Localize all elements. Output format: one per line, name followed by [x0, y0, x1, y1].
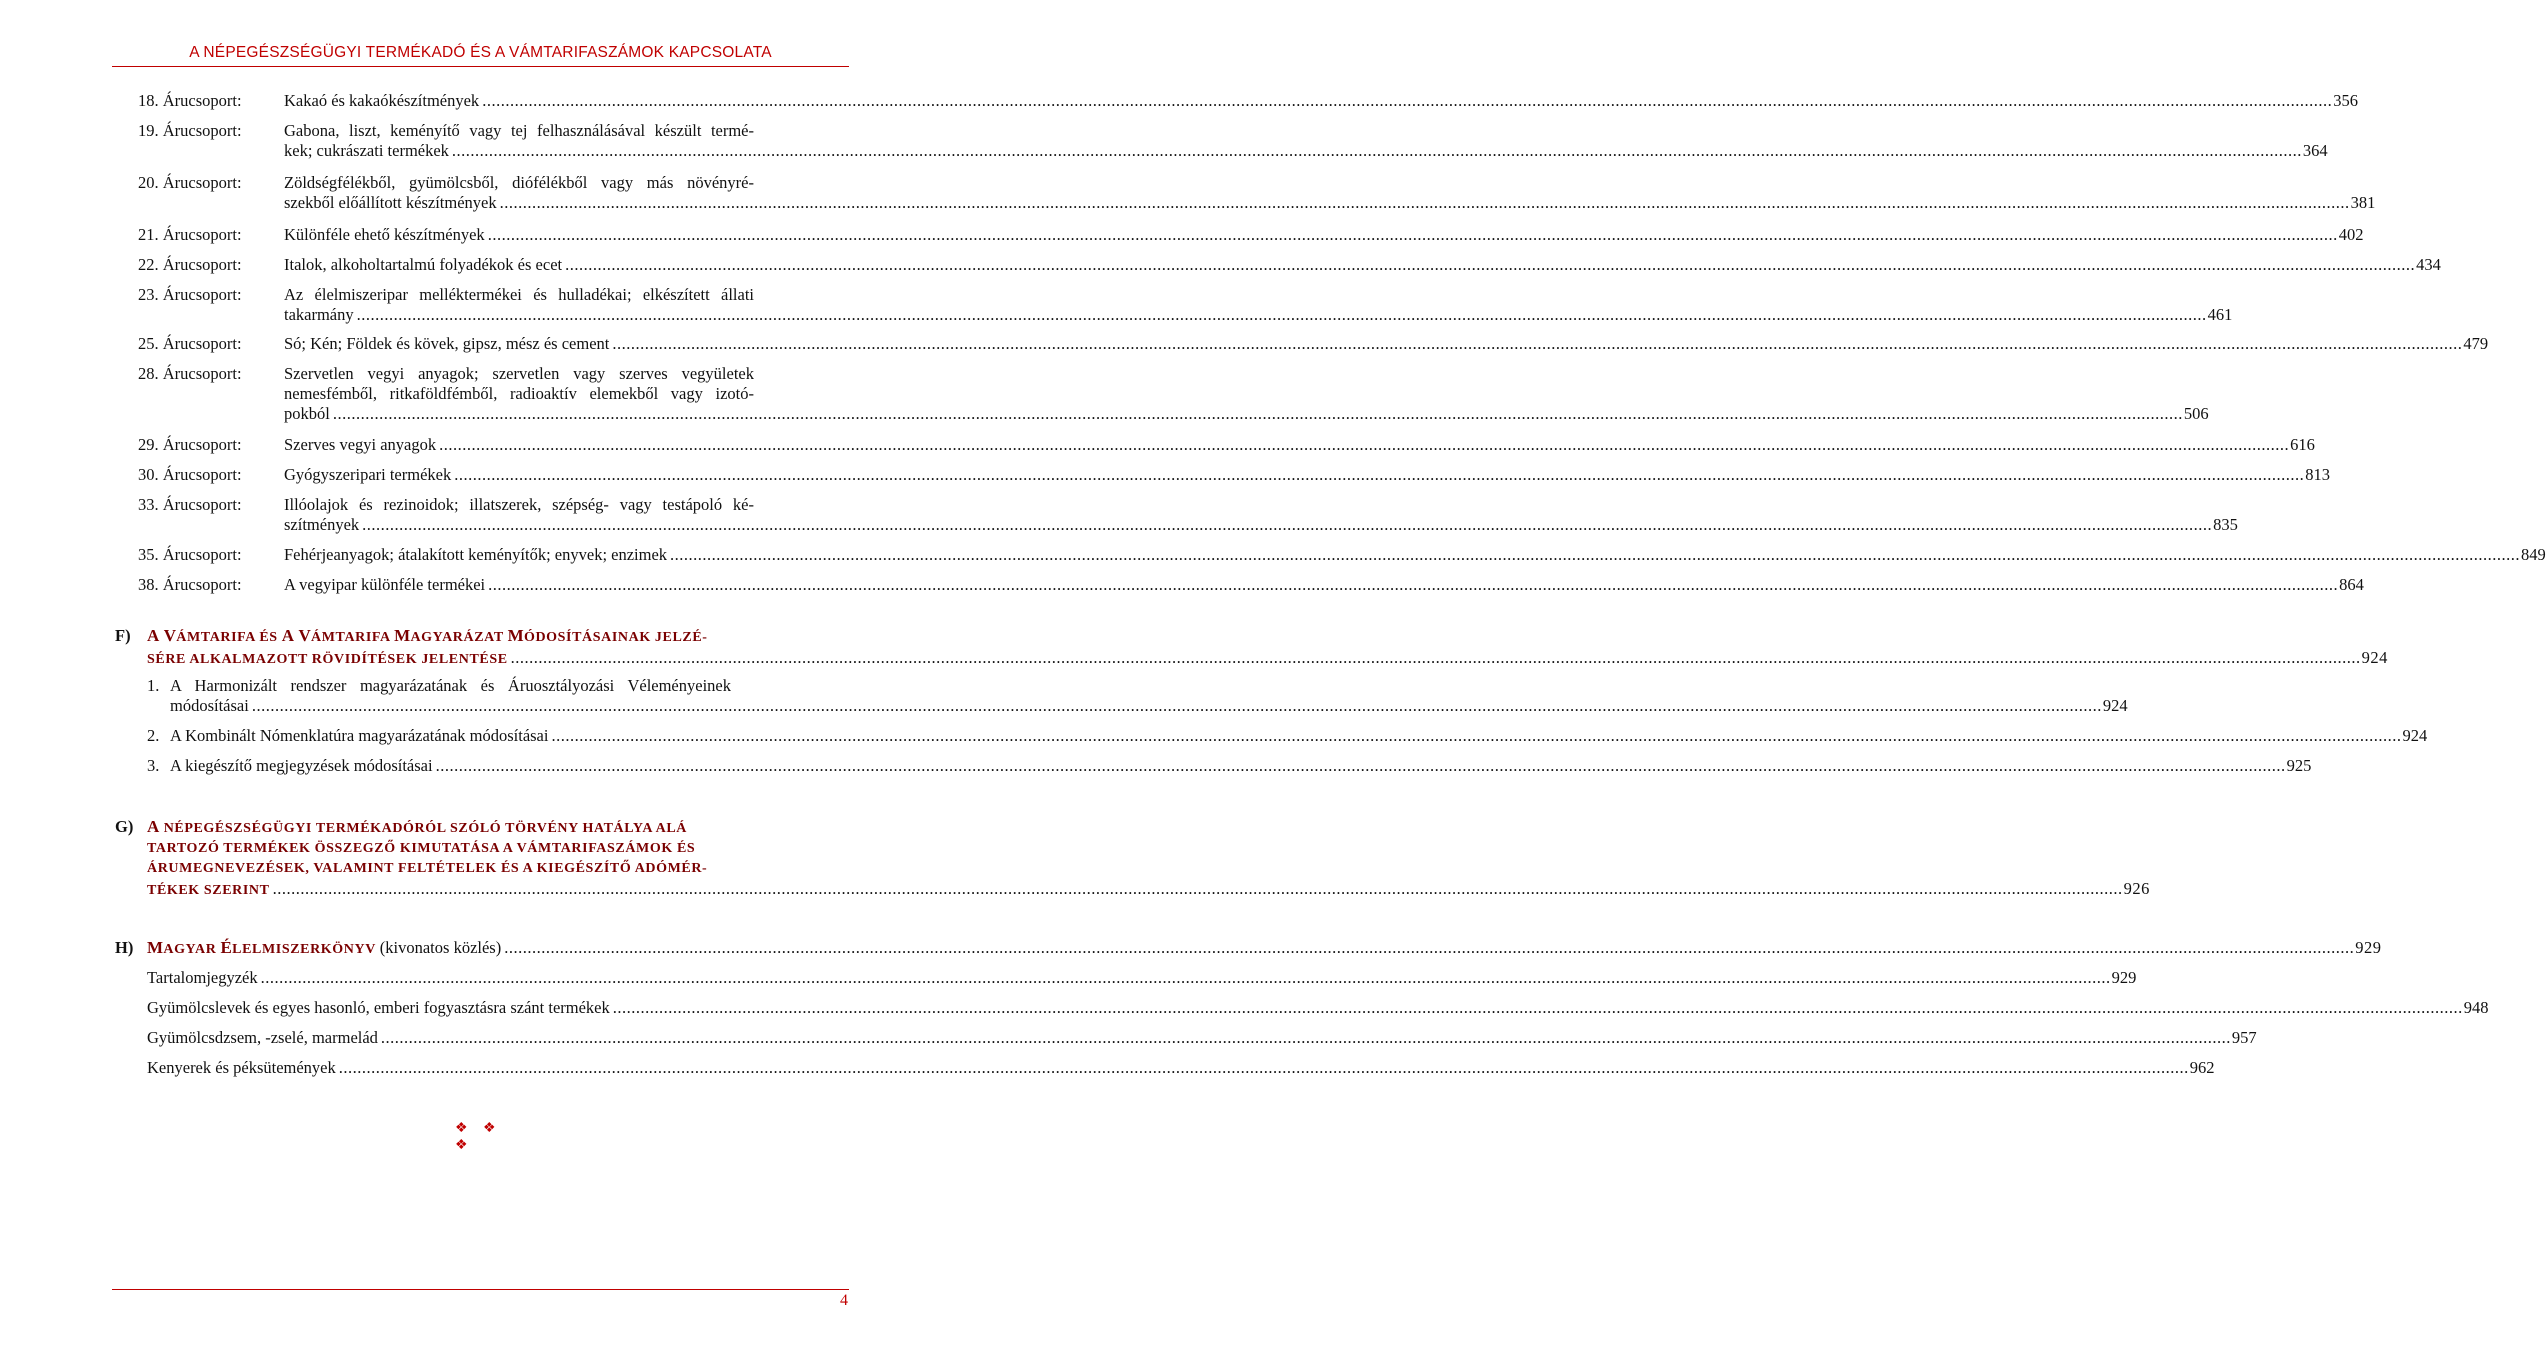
entry-page-number: 813	[2305, 465, 2330, 484]
entry-page-number: 957	[2231, 1028, 2257, 1047]
entry-leader-line[interactable]	[284, 515, 2238, 535]
section-title[interactable]	[147, 626, 2388, 670]
entry-page-number: 948	[2463, 998, 2489, 1017]
entry-group-number: 23. Árucsoport:	[138, 285, 242, 304]
entry-leader-line[interactable]	[284, 435, 2315, 455]
dot-leader: ................................................................................................................................................................................................................................................................................................................................................................................................................	[612, 998, 2463, 1017]
entry-label: Különféle ehető készítmények	[284, 225, 485, 244]
subentry-leader-line[interactable]	[170, 696, 2128, 716]
entry-group-number: 25. Árucsoport:	[138, 334, 242, 353]
dot-leader: ................................................................................................................................................................................................................................................................................................................................................................................................................	[565, 255, 2416, 274]
entry-label: módosításai	[170, 696, 249, 715]
entry-label: SÉRE ALKALMAZOTT RÖVIDÍTÉSEK JELENTÉSE	[147, 652, 508, 667]
entry-page-number: 962	[2189, 1058, 2215, 1077]
entry-leader-line[interactable]	[284, 305, 2233, 325]
subentry-leader-line[interactable]	[147, 1058, 2215, 1078]
entry-label: szekből előállított készítmények	[284, 193, 497, 212]
entry-text-line: Gabona, liszt, keményítő vagy tej felhasználásával készült termé-	[284, 121, 754, 140]
entry-label: Só; Kén; Földek és kövek, gipsz, mész és cement	[284, 334, 610, 353]
entry-label: A Kombinált Nómenklatúra magyarázatának módosításai	[170, 726, 549, 745]
section-title-line: ÁRUMEGNEVEZÉSEK, VALAMINT FELTÉTELEK ÉS A KIEGÉSZÍTŐ ADÓMÉR-	[147, 861, 708, 876]
dot-leader: ................................................................................................................................................................................................................................................................................................................................................................................................................	[488, 575, 2339, 594]
toc-subentry[interactable]	[147, 968, 2137, 988]
entry-page-number: 356	[2333, 91, 2358, 110]
entry-group-number: 29. Árucsoport:	[138, 435, 242, 454]
entry-group-number: 28. Árucsoport:	[138, 364, 242, 383]
entry-label: TÉKEK SZERINT	[147, 883, 270, 898]
footer-rule	[112, 1289, 849, 1290]
subentry-number: 2.	[147, 726, 160, 745]
entry-label: szítmények	[284, 515, 360, 534]
entry-label: Szerves vegyi anyagok	[284, 435, 437, 454]
entry-label	[147, 938, 501, 960]
toc-subentry[interactable]	[147, 1058, 2215, 1078]
dot-leader: ................................................................................................................................................................................................................................................................................................................................................................................................................	[510, 648, 2361, 667]
entry-leader-line[interactable]	[284, 404, 2209, 424]
entry-label: Tartalomjegyzék	[147, 968, 258, 987]
section-title-line: A VÁMTARIFA ÉS A VÁMTARIFA MAGYARÁZAT MÓDOSÍTÁSAINAK JELZÉ-	[147, 626, 708, 645]
dot-leader: ................................................................................................................................................................................................................................................................................................................................................................................................................	[251, 696, 2102, 715]
dot-leader: ................................................................................................................................................................................................................................................................................................................................................................................................................	[380, 1028, 2231, 1047]
dot-leader: ................................................................................................................................................................................................................................................................................................................................................................................................................	[451, 141, 2302, 160]
entry-page-number: 479	[2463, 334, 2489, 353]
dot-leader: ................................................................................................................................................................................................................................................................................................................................................................................................................	[551, 726, 2402, 745]
section-separator-ornament: ❖ ❖ ❖	[455, 1121, 502, 1153]
entry-group-number: 19. Árucsoport:	[138, 121, 242, 140]
entry-leader-line[interactable]	[284, 193, 2376, 213]
dot-leader: ................................................................................................................................................................................................................................................................................................................................................................................................................	[504, 938, 2355, 957]
dot-leader: ................................................................................................................................................................................................................................................................................................................................................................................................................	[272, 879, 2123, 898]
section-leader-line[interactable]	[147, 879, 2150, 901]
section-leader-line[interactable]	[147, 648, 2388, 670]
entry-page-number: 924	[2361, 648, 2388, 667]
section-letter: F)	[115, 626, 131, 645]
entry-page-number: 924	[2402, 726, 2428, 745]
section-title[interactable]	[147, 817, 2150, 901]
entry-text-line: Az élelmiszeripar melléktermékei és hulladékai; elkészített állati	[284, 285, 754, 304]
entry-page-number: 616	[2290, 435, 2315, 454]
entry-text-line: nemesfémből, ritkaföldfémből, radioaktív elemekből vagy izotó-	[284, 384, 754, 403]
section-letter: G)	[115, 817, 134, 836]
entry-page-number: 924	[2102, 696, 2128, 715]
subentry-number: 3.	[147, 756, 160, 775]
entry-page-number: 381	[2350, 193, 2376, 212]
entry-label: A vegyipar különféle termékei	[284, 575, 486, 594]
entry-page-number: 506	[2183, 404, 2209, 423]
entry-group-number: 38. Árucsoport:	[138, 575, 242, 594]
entry-page-number: 849	[2521, 545, 2546, 564]
entry-label: A kiegészítő megjegyzések módosításai	[170, 756, 433, 775]
entry-group-number: 21. Árucsoport:	[138, 225, 242, 244]
section-letter: H)	[115, 938, 134, 957]
entry-label: takarmány	[284, 305, 354, 324]
entry-text-line: Illóolajok és rezinoidok; illatszerek, szépség- vagy testápoló ké-	[284, 495, 754, 514]
entry-leader-line[interactable]	[284, 575, 2364, 595]
subentry-number: 1.	[147, 676, 160, 695]
entry-page-number: 929	[2355, 938, 2382, 957]
dot-leader: ................................................................................................................................................................................................................................................................................................................................................................................................................	[260, 968, 2111, 987]
section-subtitle: (kivonatos közlés)	[379, 938, 502, 957]
entry-group-number: 33. Árucsoport:	[138, 495, 242, 514]
entry-group-number: 35. Árucsoport:	[138, 545, 242, 564]
entry-page-number: 929	[2111, 968, 2137, 987]
entry-page-number: 925	[2286, 756, 2312, 775]
entry-group-number: 20. Árucsoport:	[138, 173, 242, 192]
entry-page-number: 434	[2416, 255, 2441, 274]
entry-page-number: 864	[2339, 575, 2364, 594]
entry-label: Fehérjeanyagok; átalakított keményítők; enyvek; enzimek	[284, 545, 668, 564]
subentry-leader-line[interactable]	[170, 756, 2312, 776]
dot-leader: ................................................................................................................................................................................................................................................................................................................................................................................................................	[332, 404, 2183, 423]
entry-leader-line[interactable]	[284, 141, 2328, 161]
dot-leader: ................................................................................................................................................................................................................................................................................................................................................................................................................	[499, 193, 2350, 212]
dot-leader: ................................................................................................................................................................................................................................................................................................................................................................................................................	[439, 435, 2290, 454]
section-title-text: MAGYAR ÉLELMISZERKÖNYV	[147, 938, 376, 957]
section-title-line: A NÉPEGÉSZSÉGÜGYI TERMÉKADÓRÓL SZÓLÓ TÖRVÉNY HATÁLYA ALÁ	[147, 817, 687, 836]
entry-group-number: 18. Árucsoport:	[138, 91, 242, 110]
dot-leader: ................................................................................................................................................................................................................................................................................................................................................................................................................	[338, 1058, 2189, 1077]
entry-leader-line[interactable]	[284, 225, 2364, 245]
toc-subentry[interactable]	[147, 998, 2489, 1018]
entry-page-number: 402	[2338, 225, 2364, 244]
entry-leader-line[interactable]	[284, 334, 2489, 354]
subentry-text-line: A Harmonizált rendszer magyarázatának és Áruosztályozási Véleményeinek	[170, 676, 731, 695]
dot-leader: ................................................................................................................................................................................................................................................................................................................................................................................................................	[612, 334, 2463, 353]
section-title-line: TARTOZÓ TERMÉKEK ÖSSZEGZŐ KIMUTATÁSA A VÁMTARIFASZÁMOK ÉS	[147, 841, 696, 856]
header-rule	[112, 66, 849, 67]
section-leader-line[interactable]	[147, 938, 2382, 960]
subentry-leader-line[interactable]	[147, 998, 2489, 1018]
dot-leader: ................................................................................................................................................................................................................................................................................................................................................................................................................	[356, 305, 2207, 324]
dot-leader: ................................................................................................................................................................................................................................................................................................................................................................................................................	[454, 465, 2305, 484]
entry-group-number: 30. Árucsoport:	[138, 465, 242, 484]
entry-text-line: Zöldségfélékből, gyümölcsből, diófélékből vagy más növényré-	[284, 173, 754, 192]
dot-leader: ................................................................................................................................................................................................................................................................................................................................................................................................................	[487, 225, 2338, 244]
page-number: 4	[840, 1292, 848, 1309]
entry-label: Italok, alkoholtartalmú folyadékok és ecet	[284, 255, 563, 274]
entry-leader-line[interactable]	[284, 465, 2330, 485]
entry-label: kek; cukrászati termékek	[284, 141, 449, 160]
entry-page-number: 461	[2207, 305, 2233, 324]
entry-page-number: 835	[2213, 515, 2238, 534]
entry-label: Kenyerek és péksütemények	[147, 1058, 336, 1077]
running-title: A NÉPEGÉSZSÉGÜGYI TERMÉKADÓ ÉS A VÁMTARIFASZÁMOK KAPCSOLATA	[189, 44, 772, 61]
entry-label: Gyümölcsdzsem, -zselé, marmelád	[147, 1028, 378, 1047]
subentry-leader-line[interactable]	[147, 1028, 2257, 1048]
entry-leader-line[interactable]	[284, 545, 2546, 565]
entry-leader-line[interactable]	[284, 255, 2441, 275]
entry-page-number: 364	[2302, 141, 2328, 160]
subentry-leader-line[interactable]	[147, 968, 2137, 988]
dot-leader: ................................................................................................................................................................................................................................................................................................................................................................................................................	[435, 756, 2286, 775]
entry-group-number: 22. Árucsoport:	[138, 255, 242, 274]
entry-label: Kakaó és kakaókészítmények	[284, 91, 480, 110]
subentry-leader-line[interactable]	[170, 726, 2428, 746]
entry-label: pokból	[284, 404, 330, 423]
dot-leader: ................................................................................................................................................................................................................................................................................................................................................................................................................	[362, 515, 2213, 534]
entry-label: Gyümölcslevek és egyes hasonló, emberi fogyasztásra szánt termékek	[147, 998, 610, 1017]
section-title[interactable]	[147, 938, 2382, 960]
entry-page-number: 926	[2123, 879, 2150, 898]
entry-label: Gyógyszeripari termékek	[284, 465, 452, 484]
entry-text-line: Szervetlen vegyi anyagok; szervetlen vagy szerves vegyületek	[284, 364, 754, 383]
entry-leader-line[interactable]	[284, 91, 2358, 111]
dot-leader: ................................................................................................................................................................................................................................................................................................................................................................................................................	[670, 545, 2521, 564]
toc-subentry[interactable]	[147, 1028, 2257, 1048]
dot-leader: ................................................................................................................................................................................................................................................................................................................................................................................................................	[482, 91, 2333, 110]
